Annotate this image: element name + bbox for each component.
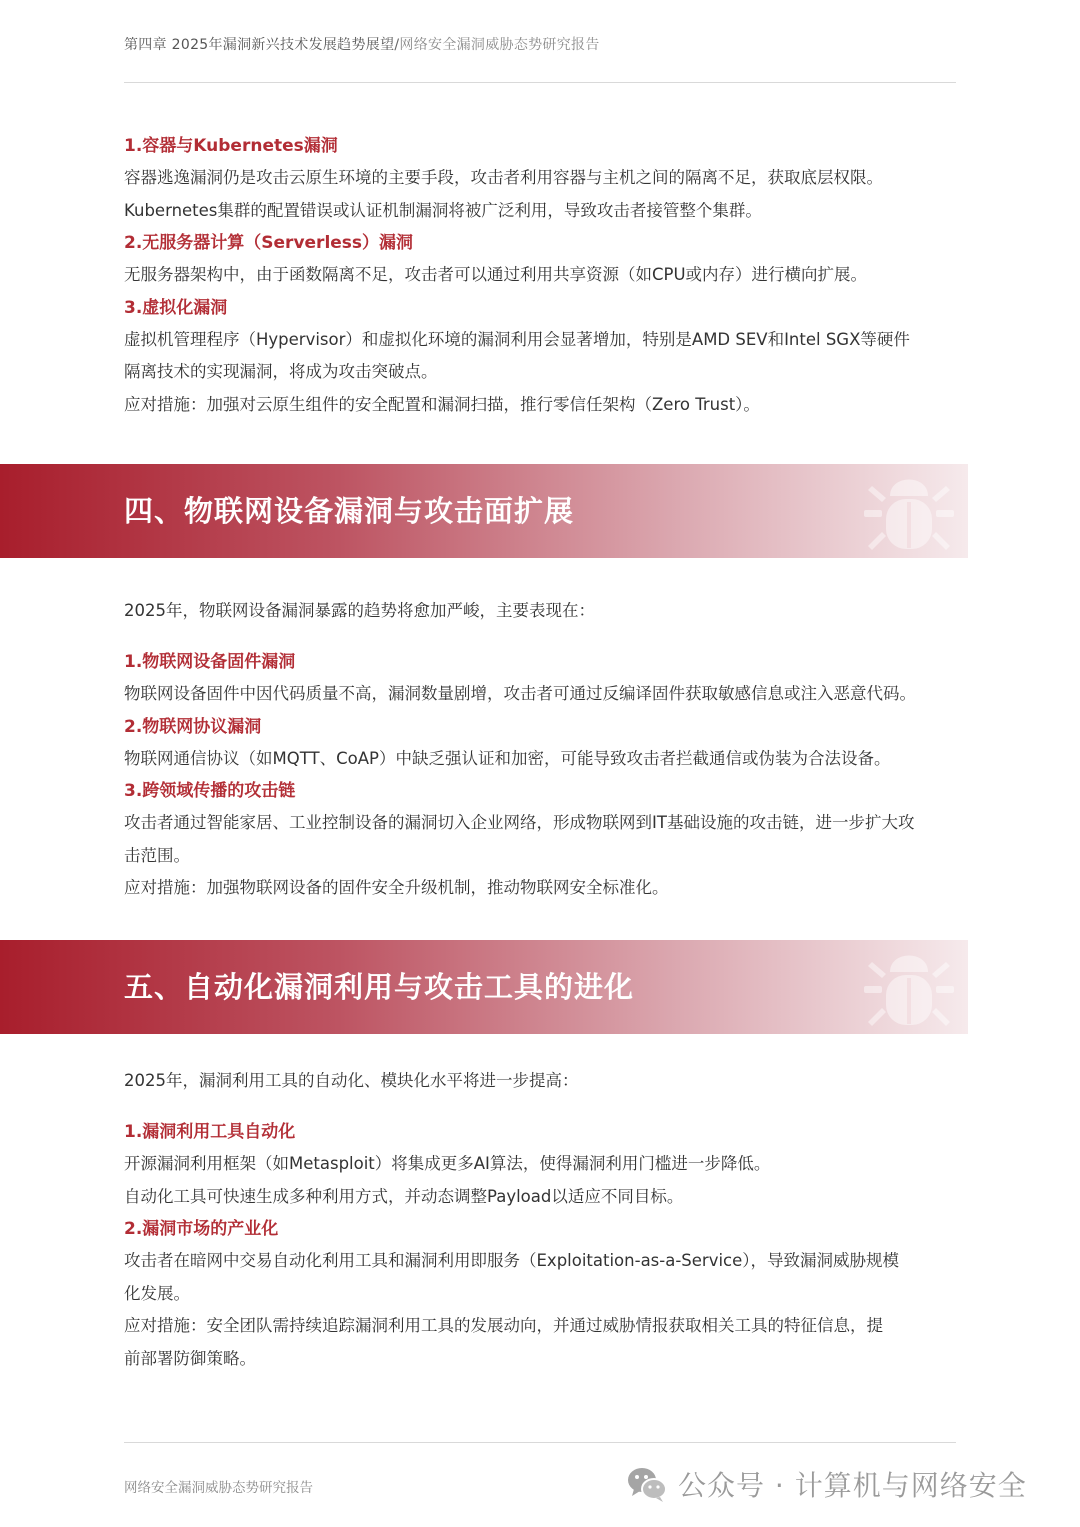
paragraph-line: Kubernetes集群的配置错误或认证机制漏洞将被广泛利用，导致攻击者接管整个集群。 [124, 200, 762, 220]
footer-divider [124, 1442, 956, 1443]
paragraph-line: 攻击者在暗网中交易自动化利用工具和漏洞利用即服务（Exploitation-as-a-Service），导致漏洞威胁规模 [124, 1251, 900, 1270]
bug-icon [862, 942, 956, 1032]
paragraph-line: 开源漏洞利用框架（如Metasploit）将集成更多AI算法，使得漏洞利用门槛进一步降低。 [124, 1154, 771, 1173]
bug-icon [862, 466, 956, 556]
running-header [124, 34, 600, 54]
paragraph-line: 化发展。 [124, 1283, 190, 1303]
paragraph-line: 无服务器架构中，由于函数隔离不足，攻击者可以通过利用共享资源（如CPU或内存）进行横向扩展。 [124, 265, 868, 284]
watermark-text: 公众号 · 计算机与网络安全 [678, 1469, 1027, 1502]
wechat-watermark [626, 1464, 1027, 1504]
section-intro: 2025年，物联网设备漏洞暴露的趋势将愈加严峻，主要表现在： [124, 601, 595, 620]
countermeasure-line: 应对措施：加强对云原生组件的安全配置和漏洞扫描，推行零信任架构（Zero Trust）。 [124, 394, 760, 414]
countermeasure-line: 应对措施：加强物联网设备的固件安全升级机制，推动物联网安全标准化。 [124, 878, 669, 897]
countermeasure-line: 应对措施：安全团队需持续追踪漏洞利用工具的发展动向，并通过威胁情报获取相关工具的特征信息，提 [124, 1316, 883, 1335]
paragraph-line: 物联网设备固件中因代码质量不高，漏洞数量剧增，攻击者可通过反编译固件获取敏感信息或注入恶意代码。 [124, 684, 916, 703]
item-heading: 3.虚拟化漏洞 [124, 297, 228, 318]
section-title: 四、物联网设备漏洞与攻击面扩展 [124, 494, 575, 528]
section-intro: 2025年，漏洞利用工具的自动化、模块化水平将进一步提高： [124, 1071, 579, 1090]
header-separator: / [394, 37, 400, 53]
section-banner-iot [0, 464, 968, 558]
paragraph-line: 隔离技术的实现漏洞，将成为攻击突破点。 [124, 362, 438, 381]
cloud-section-content [124, 130, 984, 421]
paragraph-line: 容器逃逸漏洞仍是攻击云原生环境的主要手段，攻击者利用容器与主机之间的隔离不足，获取底层权限。 [124, 168, 883, 187]
paragraph-line: 攻击者通过智能家居、工业控制设备的漏洞切入企业网络，形成物联网到IT基础设施的攻击链，进一步扩大攻 [124, 813, 915, 832]
header-divider [124, 82, 956, 83]
paragraph-line: 虚拟机管理程序（Hypervisor）和虚拟化环境的漏洞利用会显著增加，特别是AMD SEV和Intel SGX等硬件 [124, 329, 910, 349]
item-heading: 2.漏洞市场的产业化 [124, 1219, 279, 1239]
item-heading: 1.物联网设备固件漏洞 [124, 652, 296, 672]
item-heading: 1.漏洞利用工具自动化 [124, 1122, 296, 1142]
item-heading: 1.容器与Kubernetes漏洞 [124, 136, 338, 156]
automation-section-content [124, 1116, 984, 1375]
header-chapter: 第四章 2025年漏洞新兴技术发展趋势展望 [124, 37, 395, 53]
paragraph-line: 物联网通信协议（如MQTT、CoAP）中缺乏强认证和加密，可能导致攻击者拦截通信或伪装为合法设备。 [124, 748, 891, 768]
section-banner-automation [0, 940, 968, 1034]
item-heading: 2.物联网协议漏洞 [124, 716, 262, 737]
item-heading: 3.跨领域传播的攻击链 [124, 781, 296, 801]
paragraph-line: 击范围。 [124, 845, 190, 865]
countermeasure-line: 前部署防御策略。 [124, 1348, 256, 1368]
iot-section-content [124, 646, 984, 905]
section-title: 五、自动化漏洞利用与攻击工具的进化 [124, 970, 635, 1004]
paragraph-line: 自动化工具可快速生成多种利用方式，并动态调整Payload以适应不同目标。 [124, 1186, 684, 1206]
wechat-icon [626, 1464, 668, 1504]
item-heading: 2.无服务器计算（Serverless）漏洞 [124, 233, 414, 253]
header-report-title: 网络安全漏洞威胁态势研究报告 [399, 37, 600, 53]
footer-report-title: 网络安全漏洞威胁态势研究报告 [124, 1480, 313, 1496]
